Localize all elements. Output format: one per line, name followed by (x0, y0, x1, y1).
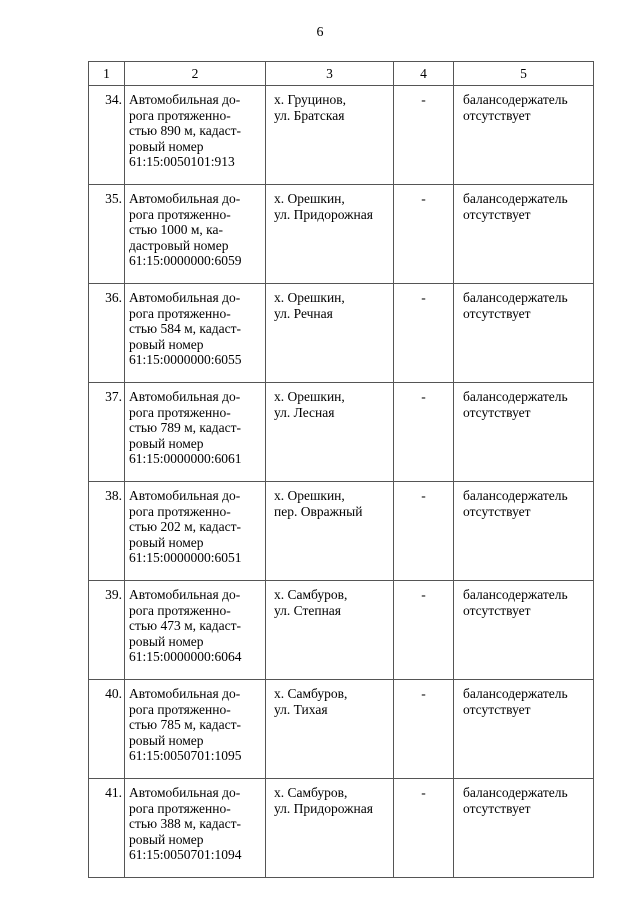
road-description: Автомобильная до- рога протяженно- стью 202 м, кадаст- ровый номер 61:15:0000000:6051 (125, 482, 266, 581)
row-number: 41. (89, 779, 125, 878)
header-cell-3: 3 (266, 62, 394, 86)
balance-holder: балансодержатель отсутствует (454, 779, 594, 878)
column-4-value: - (394, 185, 454, 284)
column-4-value: - (394, 680, 454, 779)
road-description: Автомобильная до- рога протяженно- стью 789 м, кадаст- ровый номер 61:15:0000000:6061 (125, 383, 266, 482)
balance-holder: балансодержатель отсутствует (454, 86, 594, 185)
row-number: 36. (89, 284, 125, 383)
road-description: Автомобильная до- рога протяженно- стью 890 м, кадаст- ровый номер 61:15:0050101:913 (125, 86, 266, 185)
header-cell-1: 1 (89, 62, 125, 86)
road-description: Автомобильная до- рога протяженно- стью 1000 м, ка- дастровый номер 61:15:0000000:6059 (125, 185, 266, 284)
header-cell-4: 4 (394, 62, 454, 86)
row-number: 35. (89, 185, 125, 284)
table-row (89, 779, 594, 878)
table-row (89, 680, 594, 779)
balance-holder: балансодержатель отсутствует (454, 581, 594, 680)
row-number: 39. (89, 581, 125, 680)
balance-holder: балансодержатель отсутствует (454, 680, 594, 779)
road-address: х. Орешкин, ул. Речная (266, 284, 394, 383)
road-address: х. Орешкин, пер. Овражный (266, 482, 394, 581)
road-address: х. Самбуров, ул. Тихая (266, 680, 394, 779)
balance-holder: балансодержатель отсутствует (454, 482, 594, 581)
road-description: Автомобильная до- рога протяженно- стью 584 м, кадаст- ровый номер 61:15:0000000:6055 (125, 284, 266, 383)
row-number: 37. (89, 383, 125, 482)
row-number: 34. (89, 86, 125, 185)
road-address: х. Орешкин, ул. Лесная (266, 383, 394, 482)
column-4-value: - (394, 383, 454, 482)
page-number: 6 (316, 25, 324, 40)
roads-table (88, 61, 594, 878)
balance-holder: балансодержатель отсутствует (454, 185, 594, 284)
road-address: х. Самбуров, ул. Придорожная (266, 779, 394, 878)
road-description: Автомобильная до- рога протяженно- стью 388 м, кадаст- ровый номер 61:15:0050701:1094 (125, 779, 266, 878)
table-row (89, 383, 594, 482)
column-4-value: - (394, 284, 454, 383)
road-address: х. Орешкин, ул. Придорожная (266, 185, 394, 284)
table-row (89, 482, 594, 581)
road-description: Автомобильная до- рога протяженно- стью 473 м, кадаст- ровый номер 61:15:0000000:6064 (125, 581, 266, 680)
table-row (89, 284, 594, 383)
balance-holder: балансодержатель отсутствует (454, 284, 594, 383)
balance-holder: балансодержатель отсутствует (454, 383, 594, 482)
column-4-value: - (394, 86, 454, 185)
column-4-value: - (394, 581, 454, 680)
road-description: Автомобильная до- рога протяженно- стью 785 м, кадаст- ровый номер 61:15:0050701:1095 (125, 680, 266, 779)
table-row (89, 581, 594, 680)
table-row (89, 185, 594, 284)
road-address: х. Самбуров, ул. Степная (266, 581, 394, 680)
row-number: 38. (89, 482, 125, 581)
table-header-row (89, 62, 594, 86)
column-4-value: - (394, 779, 454, 878)
row-number: 40. (89, 680, 125, 779)
header-cell-2: 2 (125, 62, 266, 86)
header-cell-5: 5 (454, 62, 594, 86)
road-address: х. Груцинов, ул. Братская (266, 86, 394, 185)
table-row (89, 86, 594, 185)
column-4-value: - (394, 482, 454, 581)
